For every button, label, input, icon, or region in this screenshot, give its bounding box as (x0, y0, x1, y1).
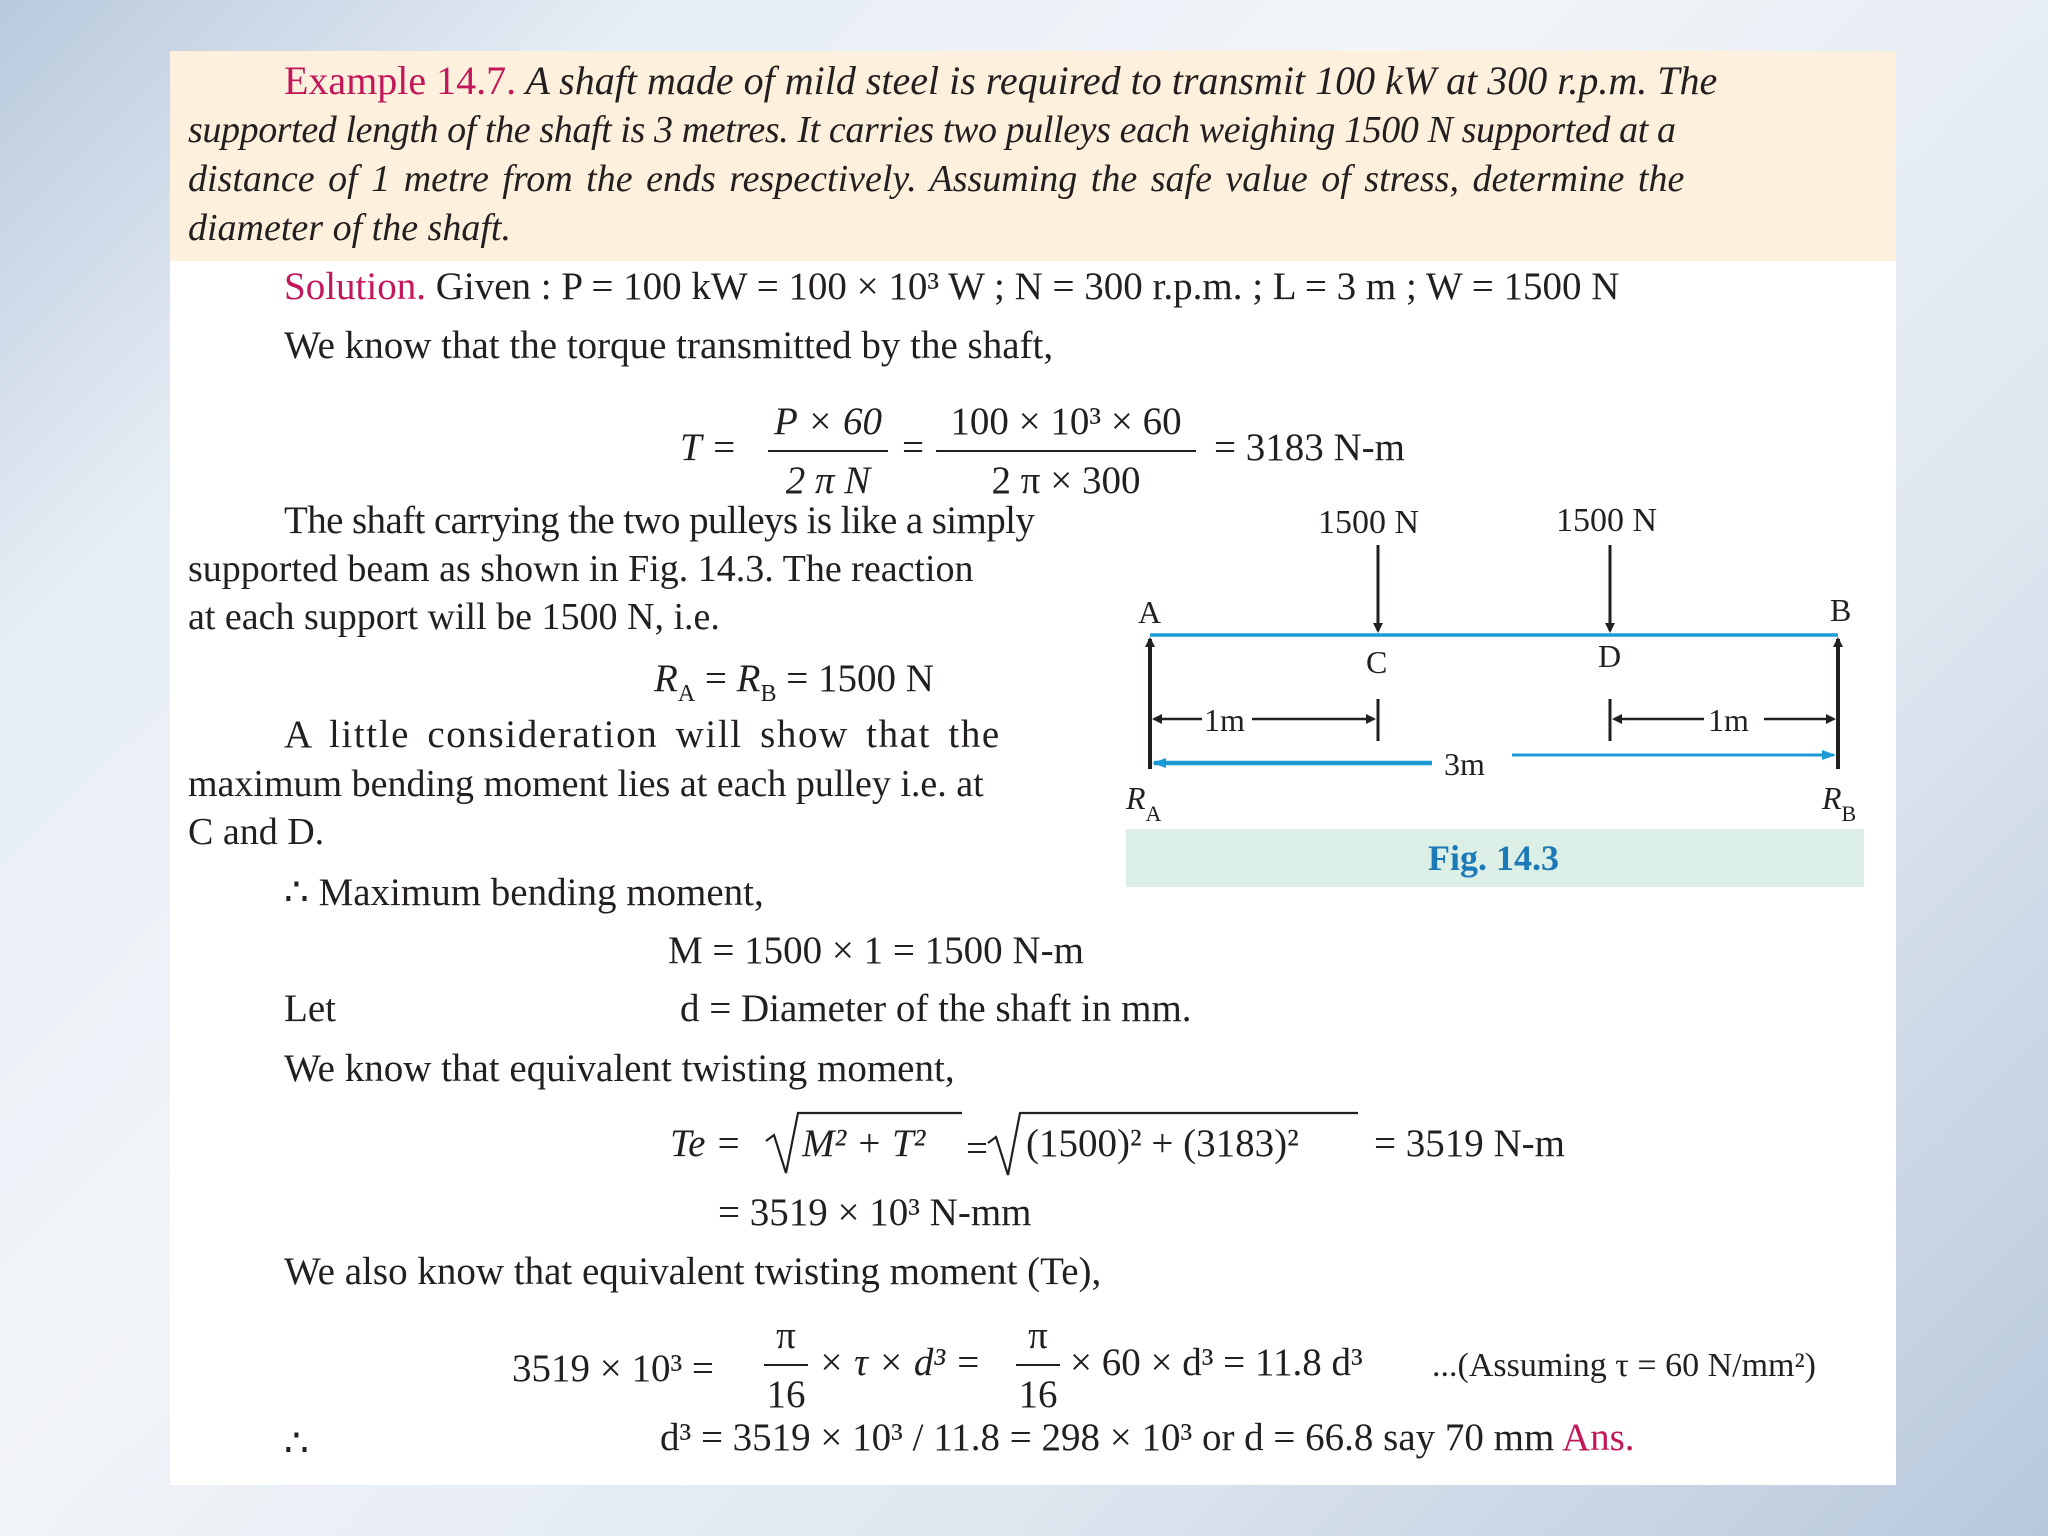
reaction-label-b: $R_B$ (1822, 780, 1857, 826)
torque-fraction-1: $\frac{P \times 60}{\text{2 π N}}$ (768, 399, 888, 503)
point-label-d: D (1598, 638, 1622, 674)
point-label-a: A (1138, 594, 1162, 630)
final-eq-middle: × τ × d³ = (818, 1341, 982, 1384)
dim-label-right: 1m (1708, 702, 1749, 738)
beam-para-line-2: supported beam as shown in Fig. 14.3. The reaction (188, 548, 974, 590)
diameter-definition: d = Diameter of the shaft in mm. (680, 987, 1192, 1030)
assumption-note: ...(Assuming τ = 60 N/mm²) (1432, 1347, 1816, 1384)
beam-para-line-1: The shaft carrying the two pulleys is like a simply (284, 499, 1035, 542)
equiv-moment-intro: We know that equivalent twisting moment, (284, 1047, 955, 1090)
equiv-moment-intro-2: We also know that equivalent twisting moment (Te), (284, 1250, 1102, 1293)
final-eq-middle-2: × 60 × d³ = 11.8 d³ (1070, 1341, 1363, 1384)
final-eq-lhs: 3519 × 10³ = (512, 1347, 714, 1390)
te-eq-sign: = (966, 1127, 988, 1170)
problem-line-4: diameter of the shaft. (188, 207, 511, 249)
torque-lhs: T = (680, 426, 738, 469)
torque-intro: We know that the torque transmitted by the shaft, (284, 324, 1054, 367)
dim-label-left: 1m (1204, 702, 1245, 738)
bm-para-line-1: A little consideration will show that the (284, 713, 1001, 756)
beam-diagram (170, 51, 1896, 1485)
document-page (170, 51, 1896, 1485)
te-root-2: (1500)² + (3183)² (1026, 1122, 1299, 1165)
therefore-symbol: ∴ (284, 1422, 309, 1465)
torque-eq-sign: = (902, 426, 924, 469)
reaction-equation: $R_A = R_B = 1500$ N (654, 657, 934, 707)
max-bm-label: ∴ Maximum bending moment, (284, 871, 764, 914)
let-label: Let (284, 987, 336, 1030)
answer-label: Ans. (1561, 1416, 1635, 1459)
moment-equation: M = 1500 × 1 = 1500 N-m (668, 929, 1084, 972)
solution-given: Solution. Given : P = 100 kW = 100 × 10³ W ; N = 300 r.p.m. ; L = 3 m ; W = 1500 N (284, 265, 1620, 308)
torque-fraction-2: $\frac{\text{100 × 10³ × 60}}{2 \pi \times 300}$ (936, 399, 1196, 503)
problem-line-3: distance of 1 metre from the ends respectively. Assuming the safe value of stress, determine the (188, 158, 1685, 200)
final-eq-fraction-2: $\frac{\pi}{16}$ (1016, 1313, 1060, 1417)
bm-para-line-3: C and D. (188, 811, 325, 853)
dim-label-total: 3m (1444, 746, 1485, 782)
problem-line-1: Example 14.7. A shaft made of mild steel is required to transmit 100 kW at 300 r.p.m. The (284, 58, 1718, 103)
bm-para-line-2: maximum bending moment lies at each pulley i.e. at (188, 763, 984, 805)
point-label-b: B (1830, 592, 1852, 628)
point-label-c: C (1366, 644, 1388, 680)
torque-result: = 3183 N-m (1214, 426, 1405, 469)
problem-line-2: supported length of the shaft is 3 metres. It carries two pulleys each weighing 1500 N supported at a (188, 109, 1676, 151)
te-lhs: Te = (670, 1122, 742, 1165)
example-label: Example 14.7. (284, 58, 517, 103)
final-eq-fraction-1: $\frac{\pi}{16}$ (764, 1313, 808, 1417)
te-root-1: M² + T² (802, 1122, 926, 1165)
te-result-mm: = 3519 × 10³ N-mm (718, 1191, 1032, 1234)
solution-label: Solution. (284, 265, 426, 308)
final-result: d³ = 3519 × 10³ / 11.8 = 298 × 10³ or d = 66.8 say 70 mm Ans. (660, 1416, 1635, 1459)
figure-caption: Fig. 14.3 (1428, 838, 1559, 878)
load-label-d: 1500 N (1556, 502, 1658, 539)
te-result: = 3519 N-m (1374, 1122, 1565, 1165)
reaction-label-a: $R_A$ (1126, 780, 1162, 826)
beam-para-line-3: at each support will be 1500 N, i.e. (188, 596, 720, 638)
load-label-c: 1500 N (1318, 504, 1420, 541)
